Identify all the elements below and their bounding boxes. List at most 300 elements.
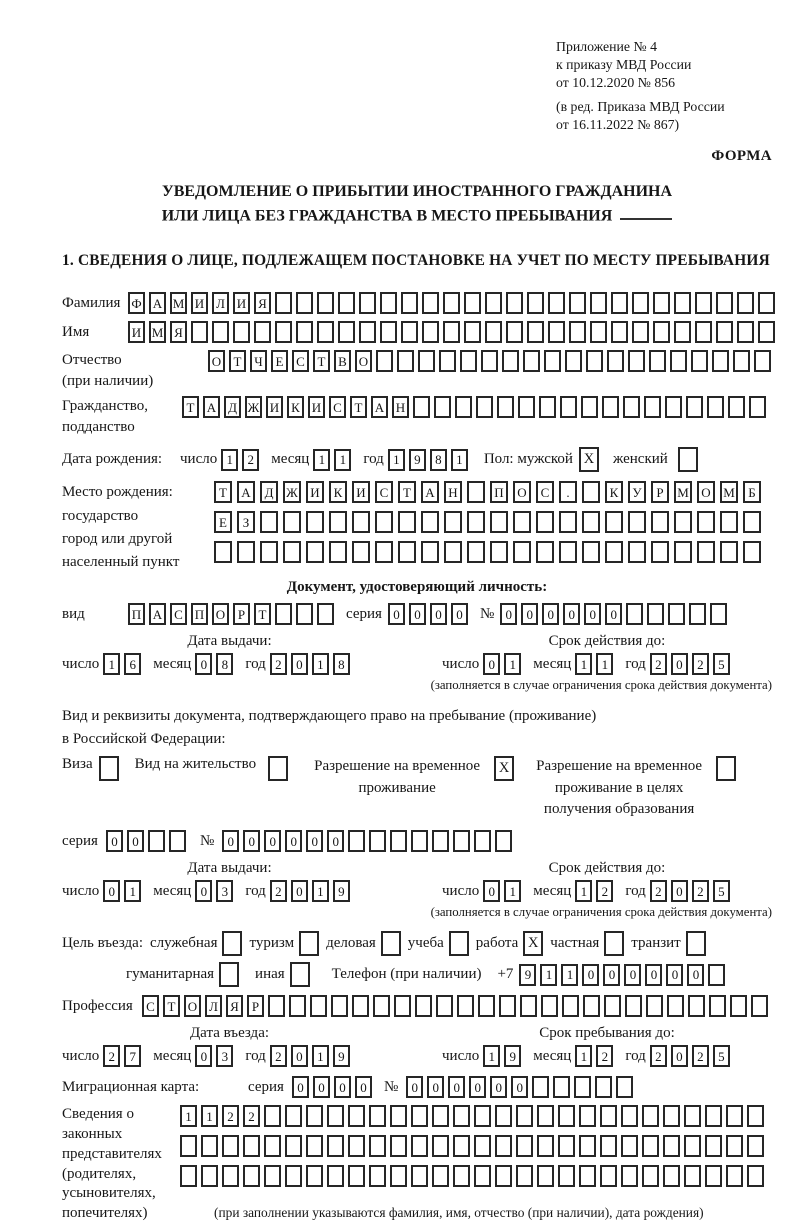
char-cell[interactable] <box>327 1135 344 1157</box>
char-cell[interactable] <box>605 541 623 563</box>
char-cell[interactable] <box>720 541 738 563</box>
char-cell[interactable]: Р <box>651 481 669 503</box>
char-cell[interactable]: 0 <box>406 1076 423 1098</box>
char-cell[interactable] <box>432 1105 449 1127</box>
char-cell[interactable] <box>705 1105 722 1127</box>
char-cell[interactable] <box>148 830 165 852</box>
char-cell[interactable] <box>705 1135 722 1157</box>
char-cell[interactable] <box>586 350 603 372</box>
char-cell[interactable]: Е <box>271 350 288 372</box>
char-cell[interactable] <box>499 995 516 1017</box>
char-cell[interactable] <box>751 995 768 1017</box>
char-cell[interactable] <box>559 541 577 563</box>
sex-female-checkbox[interactable] <box>678 447 698 472</box>
char-cell[interactable] <box>411 1165 428 1187</box>
char-cell[interactable] <box>625 995 642 1017</box>
char-cell[interactable] <box>369 830 386 852</box>
char-cell[interactable] <box>537 1135 554 1157</box>
char-cell[interactable]: Д <box>260 481 278 503</box>
char-cell[interactable] <box>520 995 537 1017</box>
char-cell[interactable]: Т <box>229 350 246 372</box>
char-cell[interactable] <box>536 511 554 533</box>
char-cell[interactable] <box>665 396 682 418</box>
char-cell[interactable]: О <box>212 603 229 625</box>
char-cell[interactable] <box>651 511 669 533</box>
char-cell[interactable] <box>283 511 301 533</box>
char-cell[interactable] <box>243 1135 260 1157</box>
char-cell[interactable] <box>285 1135 302 1157</box>
char-cell[interactable] <box>621 1165 638 1187</box>
char-cell[interactable]: Р <box>247 995 264 1017</box>
purpose-tourism-checkbox[interactable] <box>299 931 319 956</box>
char-cell[interactable]: 0 <box>103 880 120 902</box>
char-cell[interactable]: 0 <box>291 880 308 902</box>
char-cell[interactable] <box>376 350 393 372</box>
char-cell[interactable]: Е <box>214 511 232 533</box>
char-cell[interactable] <box>478 995 495 1017</box>
char-cell[interactable]: 2 <box>243 1105 260 1127</box>
char-cell[interactable] <box>180 1135 197 1157</box>
char-cell[interactable] <box>474 1105 491 1127</box>
char-cell[interactable]: А <box>371 396 388 418</box>
char-cell[interactable] <box>518 396 535 418</box>
char-cell[interactable] <box>495 830 512 852</box>
char-cell[interactable] <box>632 321 649 343</box>
char-cell[interactable]: Т <box>254 603 271 625</box>
char-cell[interactable] <box>415 995 432 1017</box>
char-cell[interactable] <box>375 541 393 563</box>
char-cell[interactable]: И <box>306 481 324 503</box>
char-cell[interactable] <box>495 1135 512 1157</box>
char-cell[interactable] <box>275 603 292 625</box>
char-cell[interactable] <box>663 1135 680 1157</box>
char-cell[interactable]: 2 <box>596 1045 613 1067</box>
char-cell[interactable] <box>306 1105 323 1127</box>
char-cell[interactable]: . <box>559 481 577 503</box>
char-cell[interactable] <box>569 292 586 314</box>
char-cell[interactable]: 5 <box>713 653 730 675</box>
sex-male-checkbox[interactable]: X <box>579 447 599 472</box>
char-cell[interactable] <box>632 292 649 314</box>
char-cell[interactable] <box>743 541 761 563</box>
char-cell[interactable] <box>582 541 600 563</box>
char-cell[interactable]: У <box>628 481 646 503</box>
char-cell[interactable] <box>595 1076 612 1098</box>
char-cell[interactable] <box>264 1105 281 1127</box>
char-cell[interactable] <box>180 1165 197 1187</box>
char-cell[interactable] <box>460 350 477 372</box>
char-cell[interactable] <box>697 541 715 563</box>
char-cell[interactable]: 1 <box>221 449 238 471</box>
char-cell[interactable]: 2 <box>650 880 667 902</box>
char-cell[interactable] <box>663 1105 680 1127</box>
char-cell[interactable] <box>222 1165 239 1187</box>
char-cell[interactable] <box>394 995 411 1017</box>
visa-checkbox[interactable] <box>99 756 119 781</box>
char-cell[interactable]: С <box>142 995 159 1017</box>
char-cell[interactable] <box>352 511 370 533</box>
char-cell[interactable] <box>674 541 692 563</box>
char-cell[interactable]: А <box>421 481 439 503</box>
purpose-study-checkbox[interactable] <box>449 931 469 956</box>
char-cell[interactable]: 9 <box>333 1045 350 1067</box>
char-cell[interactable] <box>201 1165 218 1187</box>
char-cell[interactable]: 3 <box>216 880 233 902</box>
char-cell[interactable]: 0 <box>306 830 323 852</box>
char-cell[interactable] <box>653 321 670 343</box>
char-cell[interactable] <box>754 350 771 372</box>
char-cell[interactable]: 2 <box>270 653 287 675</box>
char-cell[interactable]: 0 <box>291 653 308 675</box>
char-cell[interactable]: С <box>170 603 187 625</box>
char-cell[interactable] <box>237 541 255 563</box>
char-cell[interactable]: С <box>536 481 554 503</box>
char-cell[interactable]: Т <box>313 350 330 372</box>
char-cell[interactable]: 0 <box>605 603 622 625</box>
char-cell[interactable] <box>411 830 428 852</box>
char-cell[interactable]: 0 <box>483 653 500 675</box>
char-cell[interactable]: 2 <box>692 880 709 902</box>
char-cell[interactable] <box>506 292 523 314</box>
char-cell[interactable] <box>283 541 301 563</box>
char-cell[interactable] <box>642 1165 659 1187</box>
char-cell[interactable] <box>443 321 460 343</box>
char-cell[interactable]: 1 <box>561 964 578 986</box>
char-cell[interactable] <box>485 321 502 343</box>
char-cell[interactable]: К <box>287 396 304 418</box>
char-cell[interactable] <box>191 321 208 343</box>
char-cell[interactable] <box>401 321 418 343</box>
char-cell[interactable] <box>397 350 414 372</box>
char-cell[interactable] <box>296 603 313 625</box>
char-cell[interactable]: П <box>128 603 145 625</box>
char-cell[interactable]: И <box>266 396 283 418</box>
char-cell[interactable]: 8 <box>216 653 233 675</box>
char-cell[interactable]: 1 <box>313 449 330 471</box>
char-cell[interactable]: М <box>170 292 187 314</box>
char-cell[interactable]: 1 <box>540 964 557 986</box>
char-cell[interactable] <box>644 396 661 418</box>
char-cell[interactable] <box>590 292 607 314</box>
char-cell[interactable]: И <box>191 292 208 314</box>
char-cell[interactable] <box>275 292 292 314</box>
char-cell[interactable]: Т <box>398 481 416 503</box>
char-cell[interactable] <box>605 511 623 533</box>
char-cell[interactable]: Ч <box>250 350 267 372</box>
char-cell[interactable] <box>254 321 271 343</box>
char-cell[interactable]: 1 <box>312 880 329 902</box>
char-cell[interactable] <box>348 830 365 852</box>
char-cell[interactable]: 2 <box>596 880 613 902</box>
char-cell[interactable]: 1 <box>388 449 405 471</box>
char-cell[interactable] <box>712 350 729 372</box>
char-cell[interactable] <box>359 292 376 314</box>
char-cell[interactable] <box>602 396 619 418</box>
char-cell[interactable] <box>338 292 355 314</box>
char-cell[interactable]: 0 <box>671 880 688 902</box>
char-cell[interactable]: 6 <box>124 653 141 675</box>
residence-permit-checkbox[interactable] <box>268 756 288 781</box>
char-cell[interactable] <box>398 541 416 563</box>
char-cell[interactable] <box>581 396 598 418</box>
char-cell[interactable] <box>532 1076 549 1098</box>
char-cell[interactable] <box>481 350 498 372</box>
char-cell[interactable] <box>668 603 685 625</box>
char-cell[interactable] <box>697 511 715 533</box>
char-cell[interactable] <box>695 292 712 314</box>
char-cell[interactable] <box>516 1135 533 1157</box>
char-cell[interactable] <box>260 511 278 533</box>
char-cell[interactable] <box>716 292 733 314</box>
char-cell[interactable] <box>444 511 462 533</box>
char-cell[interactable] <box>432 1165 449 1187</box>
char-cell[interactable]: А <box>149 603 166 625</box>
char-cell[interactable] <box>674 321 691 343</box>
char-cell[interactable] <box>565 350 582 372</box>
char-cell[interactable] <box>600 1135 617 1157</box>
char-cell[interactable] <box>541 995 558 1017</box>
char-cell[interactable]: 0 <box>511 1076 528 1098</box>
char-cell[interactable]: Т <box>214 481 232 503</box>
char-cell[interactable]: 0 <box>624 964 641 986</box>
char-cell[interactable]: 0 <box>582 964 599 986</box>
char-cell[interactable]: 1 <box>451 449 468 471</box>
char-cell[interactable]: Н <box>392 396 409 418</box>
char-cell[interactable]: О <box>513 481 531 503</box>
char-cell[interactable]: Я <box>226 995 243 1017</box>
char-cell[interactable]: 1 <box>504 880 521 902</box>
char-cell[interactable] <box>558 1105 575 1127</box>
char-cell[interactable] <box>329 541 347 563</box>
char-cell[interactable] <box>212 321 229 343</box>
char-cell[interactable] <box>331 995 348 1017</box>
char-cell[interactable] <box>737 321 754 343</box>
char-cell[interactable]: 1 <box>596 653 613 675</box>
char-cell[interactable]: 7 <box>124 1045 141 1067</box>
char-cell[interactable] <box>684 1105 701 1127</box>
char-cell[interactable] <box>684 1165 701 1187</box>
char-cell[interactable] <box>516 1165 533 1187</box>
char-cell[interactable]: С <box>329 396 346 418</box>
char-cell[interactable] <box>726 1165 743 1187</box>
char-cell[interactable] <box>670 350 687 372</box>
char-cell[interactable]: 0 <box>666 964 683 986</box>
char-cell[interactable]: И <box>128 321 145 343</box>
char-cell[interactable]: К <box>605 481 623 503</box>
char-cell[interactable] <box>749 396 766 418</box>
char-cell[interactable]: 0 <box>687 964 704 986</box>
char-cell[interactable] <box>560 396 577 418</box>
char-cell[interactable]: М <box>149 321 166 343</box>
char-cell[interactable]: 0 <box>355 1076 372 1098</box>
char-cell[interactable]: Д <box>224 396 241 418</box>
char-cell[interactable] <box>647 603 664 625</box>
purpose-private-checkbox[interactable] <box>604 931 624 956</box>
char-cell[interactable]: Ж <box>245 396 262 418</box>
char-cell[interactable]: О <box>208 350 225 372</box>
char-cell[interactable]: П <box>490 481 508 503</box>
char-cell[interactable] <box>467 511 485 533</box>
char-cell[interactable] <box>651 541 669 563</box>
char-cell[interactable] <box>743 511 761 533</box>
char-cell[interactable]: К <box>329 481 347 503</box>
char-cell[interactable]: 0 <box>483 880 500 902</box>
edu-permit-checkbox[interactable] <box>716 756 736 781</box>
char-cell[interactable]: 2 <box>692 653 709 675</box>
char-cell[interactable]: Н <box>444 481 462 503</box>
char-cell[interactable] <box>296 321 313 343</box>
char-cell[interactable] <box>579 1105 596 1127</box>
char-cell[interactable] <box>689 603 706 625</box>
char-cell[interactable] <box>544 350 561 372</box>
char-cell[interactable]: Я <box>170 321 187 343</box>
char-cell[interactable] <box>310 995 327 1017</box>
char-cell[interactable] <box>590 321 607 343</box>
char-cell[interactable] <box>758 321 775 343</box>
char-cell[interactable]: 1 <box>575 1045 592 1067</box>
char-cell[interactable]: 1 <box>575 653 592 675</box>
char-cell[interactable] <box>453 1105 470 1127</box>
char-cell[interactable] <box>169 830 186 852</box>
purpose-business-checkbox[interactable] <box>381 931 401 956</box>
char-cell[interactable]: П <box>191 603 208 625</box>
char-cell[interactable] <box>569 321 586 343</box>
char-cell[interactable]: 0 <box>264 830 281 852</box>
char-cell[interactable]: 0 <box>584 603 601 625</box>
char-cell[interactable] <box>579 1135 596 1157</box>
char-cell[interactable]: 0 <box>448 1076 465 1098</box>
char-cell[interactable] <box>439 350 456 372</box>
char-cell[interactable]: Л <box>212 292 229 314</box>
char-cell[interactable] <box>611 292 628 314</box>
char-cell[interactable]: 9 <box>409 449 426 471</box>
char-cell[interactable]: 2 <box>222 1105 239 1127</box>
char-cell[interactable] <box>726 1105 743 1127</box>
char-cell[interactable] <box>306 541 324 563</box>
char-cell[interactable] <box>600 1165 617 1187</box>
char-cell[interactable]: И <box>352 481 370 503</box>
char-cell[interactable] <box>317 603 334 625</box>
char-cell[interactable] <box>390 1165 407 1187</box>
char-cell[interactable]: 0 <box>127 830 144 852</box>
char-cell[interactable] <box>306 1165 323 1187</box>
char-cell[interactable]: С <box>292 350 309 372</box>
char-cell[interactable]: С <box>375 481 393 503</box>
char-cell[interactable] <box>444 541 462 563</box>
char-cell[interactable] <box>348 1135 365 1157</box>
char-cell[interactable]: 0 <box>313 1076 330 1098</box>
char-cell[interactable]: 9 <box>519 964 536 986</box>
char-cell[interactable] <box>455 396 472 418</box>
char-cell[interactable] <box>516 1105 533 1127</box>
char-cell[interactable] <box>502 350 519 372</box>
char-cell[interactable] <box>457 995 474 1017</box>
char-cell[interactable]: 9 <box>333 880 350 902</box>
char-cell[interactable]: 1 <box>312 1045 329 1067</box>
char-cell[interactable] <box>653 292 670 314</box>
char-cell[interactable] <box>495 1165 512 1187</box>
char-cell[interactable] <box>329 511 347 533</box>
char-cell[interactable] <box>688 995 705 1017</box>
char-cell[interactable] <box>338 321 355 343</box>
char-cell[interactable] <box>642 1135 659 1157</box>
char-cell[interactable]: Я <box>254 292 271 314</box>
char-cell[interactable]: 0 <box>292 1076 309 1098</box>
char-cell[interactable]: М <box>720 481 738 503</box>
char-cell[interactable] <box>607 350 624 372</box>
char-cell[interactable]: 2 <box>242 449 259 471</box>
char-cell[interactable] <box>453 830 470 852</box>
char-cell[interactable]: 5 <box>713 880 730 902</box>
char-cell[interactable] <box>467 541 485 563</box>
char-cell[interactable] <box>317 321 334 343</box>
char-cell[interactable]: 3 <box>216 1045 233 1067</box>
char-cell[interactable] <box>233 321 250 343</box>
char-cell[interactable]: 1 <box>483 1045 500 1067</box>
char-cell[interactable]: 0 <box>195 880 212 902</box>
char-cell[interactable]: 0 <box>334 1076 351 1098</box>
char-cell[interactable] <box>582 511 600 533</box>
char-cell[interactable] <box>490 541 508 563</box>
char-cell[interactable] <box>296 292 313 314</box>
char-cell[interactable]: 1 <box>180 1105 197 1127</box>
char-cell[interactable]: 0 <box>490 1076 507 1098</box>
char-cell[interactable]: И <box>308 396 325 418</box>
char-cell[interactable]: 0 <box>645 964 662 986</box>
char-cell[interactable] <box>348 1165 365 1187</box>
char-cell[interactable]: Б <box>743 481 761 503</box>
char-cell[interactable] <box>548 321 565 343</box>
char-cell[interactable] <box>464 321 481 343</box>
char-cell[interactable] <box>432 830 449 852</box>
char-cell[interactable] <box>695 321 712 343</box>
char-cell[interactable] <box>684 1135 701 1157</box>
char-cell[interactable]: Т <box>350 396 367 418</box>
char-cell[interactable] <box>401 292 418 314</box>
char-cell[interactable] <box>201 1135 218 1157</box>
char-cell[interactable] <box>674 292 691 314</box>
char-cell[interactable] <box>390 1105 407 1127</box>
purpose-work-checkbox[interactable]: X <box>523 931 543 956</box>
char-cell[interactable] <box>553 1076 570 1098</box>
char-cell[interactable] <box>369 1165 386 1187</box>
char-cell[interactable] <box>574 1076 591 1098</box>
char-cell[interactable] <box>348 1105 365 1127</box>
char-cell[interactable] <box>490 511 508 533</box>
char-cell[interactable]: 1 <box>504 653 521 675</box>
char-cell[interactable] <box>513 541 531 563</box>
char-cell[interactable] <box>485 292 502 314</box>
char-cell[interactable]: О <box>355 350 372 372</box>
char-cell[interactable] <box>411 1105 428 1127</box>
char-cell[interactable] <box>436 995 453 1017</box>
char-cell[interactable] <box>285 1105 302 1127</box>
char-cell[interactable] <box>306 1135 323 1157</box>
char-cell[interactable] <box>562 995 579 1017</box>
char-cell[interactable]: 0 <box>521 603 538 625</box>
char-cell[interactable] <box>222 1135 239 1157</box>
char-cell[interactable] <box>674 511 692 533</box>
char-cell[interactable] <box>352 995 369 1017</box>
char-cell[interactable] <box>214 541 232 563</box>
char-cell[interactable]: 0 <box>542 603 559 625</box>
char-cell[interactable] <box>604 995 621 1017</box>
char-cell[interactable]: 2 <box>650 1045 667 1067</box>
char-cell[interactable] <box>497 396 514 418</box>
char-cell[interactable] <box>474 1135 491 1157</box>
char-cell[interactable] <box>474 830 491 852</box>
char-cell[interactable] <box>390 1135 407 1157</box>
